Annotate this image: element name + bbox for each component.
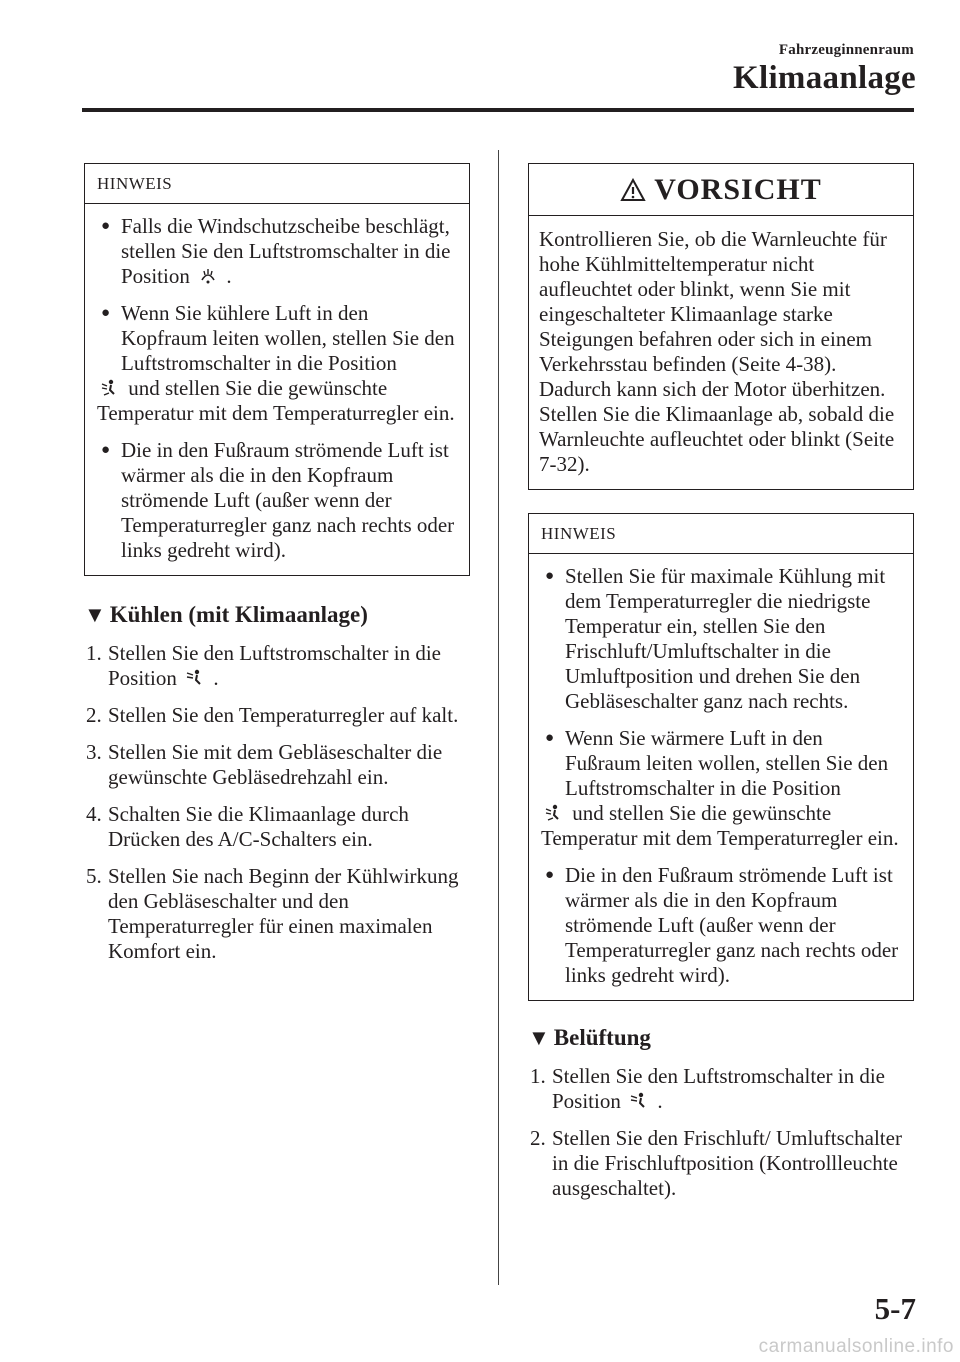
bullet-icon: ● xyxy=(101,218,111,234)
step-item: 1. Stellen Sie den Luftstromschalter in die Position . xyxy=(530,1064,886,1113)
hinweis-body xyxy=(85,204,469,575)
step-item: 2. Stellen Sie den Temperaturregler auf kalt. xyxy=(86,703,459,727)
section-title: Kühlen (mit Klimaanlage) xyxy=(109,602,368,627)
left-column xyxy=(84,163,470,976)
hinweis-item-suffix: und stellen Sie die gewünschte Temperatur mit dem Temperaturregler ein. xyxy=(97,376,455,425)
page-title: Klimaanlage xyxy=(733,60,916,96)
face-vent-icon xyxy=(629,1091,649,1111)
hinweis-item-text: Wenn Sie wärmere Luft in den Fußraum leiten wollen, stellen Sie den Luftstromschalter in die Position xyxy=(565,726,889,800)
bi-level-icon xyxy=(100,378,120,398)
hinweis-item-suffix: . xyxy=(226,264,232,288)
face-vent-icon xyxy=(185,668,205,688)
bullet-icon: ● xyxy=(545,730,555,746)
watermark: carmanualsonline.info xyxy=(758,1336,954,1357)
hinweis-item xyxy=(541,863,901,988)
bi-level-icon xyxy=(544,803,564,823)
triangle-down-icon: ▼ xyxy=(84,602,106,627)
section-heading-kuehlen xyxy=(84,602,470,628)
hinweis-item xyxy=(97,301,457,426)
hinweis-box-right xyxy=(528,513,914,1001)
hinweis-item-text: Die in den Fußraum strömende Luft ist wärmer als die in den Kopfraum strömende Luft (außer wenn der Temperaturregler ganz nach rechts oder links gedreht wird). xyxy=(121,438,455,562)
hinweis-item-suffix: und stellen Sie die gewünschte Temperatur mit dem Temperaturregler ein. xyxy=(541,801,899,850)
step-item: 3. Stellen Sie mit dem Gebläseschalter die gewünschte Gebläsedrehzahl ein. xyxy=(86,740,443,789)
section-heading-belueftung xyxy=(528,1025,914,1051)
right-column xyxy=(528,163,914,1213)
steps-list xyxy=(84,641,470,964)
hinweis-item-text: Stellen Sie für maximale Kühlung mit dem Temperaturregler die niedrigste Temperatur ein, stellen Sie den Frischluft/Umluftschalter in die Umluftposition und drehen Sie den Gebläseschalter ganz nach rechts. xyxy=(565,564,886,713)
hinweis-item xyxy=(541,726,901,851)
hinweis-title: HINWEIS xyxy=(85,164,469,204)
step-item: 1. Stellen Sie den Luftstromschalter in die Position . xyxy=(86,641,442,690)
step-item: 4. Schalten Sie die Klimaanlage durch Drücken des A/C-Schalters ein. xyxy=(86,802,409,851)
hinweis-item xyxy=(97,438,457,563)
steps-list xyxy=(528,1064,914,1201)
page-number: 5-7 xyxy=(874,1291,916,1326)
step-item: 5. Stellen Sie nach Beginn der Kühlwirkung den Gebläseschalter und den Temperaturregler für einen maximalen Komfort ein. xyxy=(86,864,459,963)
bullet-icon: ● xyxy=(545,568,555,584)
vorsicht-box xyxy=(528,163,914,490)
hinweis-item xyxy=(541,564,901,714)
triangle-down-icon: ▼ xyxy=(528,1025,550,1050)
hinweis-item-text: Falls die Windschutzscheibe beschlägt, stellen Sie den Luftstromschalter in die Position xyxy=(121,214,451,288)
bullet-icon: ● xyxy=(545,867,555,883)
step-item: 2. Stellen Sie den Frischluft/ Umluftschalter in die Frischluftposition (Kontrollleuchte ausgeschaltet). xyxy=(530,1126,902,1200)
hinweis-item xyxy=(97,214,457,289)
vorsicht-text: Kontrollieren Sie, ob die Warnleuchte für hohe Kühlmitteltemperatur nicht aufleuchtet oder blinkt, wenn Sie mit eingeschalteter Klimaanlage starke Steigungen befahren oder sich in einem Verkehrsstau befinden (Seite 4-38). Dadurch kann sich der Motor überhitzen. Stellen Sie die Klimaanlage ab, sobald die Warnleuchte aufleuchtet oder blinkt (Seite 7-32). xyxy=(539,227,895,476)
hinweis-body xyxy=(529,554,913,1000)
section-title: Belüftung xyxy=(553,1025,651,1050)
header-section: Fahrzeuginnenraum xyxy=(778,42,914,58)
vorsicht-title: VORSICHT xyxy=(654,172,822,206)
defrost-icon xyxy=(198,266,218,286)
bullet-icon: ● xyxy=(101,442,111,458)
bullet-icon: ● xyxy=(101,305,111,321)
hinweis-item-text: Wenn Sie kühlere Luft in den Kopfraum leiten wollen, stellen Sie den Luftstromschalter in die Position xyxy=(121,301,455,375)
vorsicht-header xyxy=(529,164,913,216)
header-rule xyxy=(82,108,914,112)
hinweis-item-text: Die in den Fußraum strömende Luft ist wärmer als die in den Kopfraum strömende Luft (außer wenn der Temperaturregler ganz nach rechts oder links gedreht wird). xyxy=(565,863,899,987)
hinweis-title: HINWEIS xyxy=(529,514,913,554)
column-divider xyxy=(498,150,499,1285)
hinweis-box-left xyxy=(84,163,470,576)
warning-triangle-icon xyxy=(620,178,646,202)
